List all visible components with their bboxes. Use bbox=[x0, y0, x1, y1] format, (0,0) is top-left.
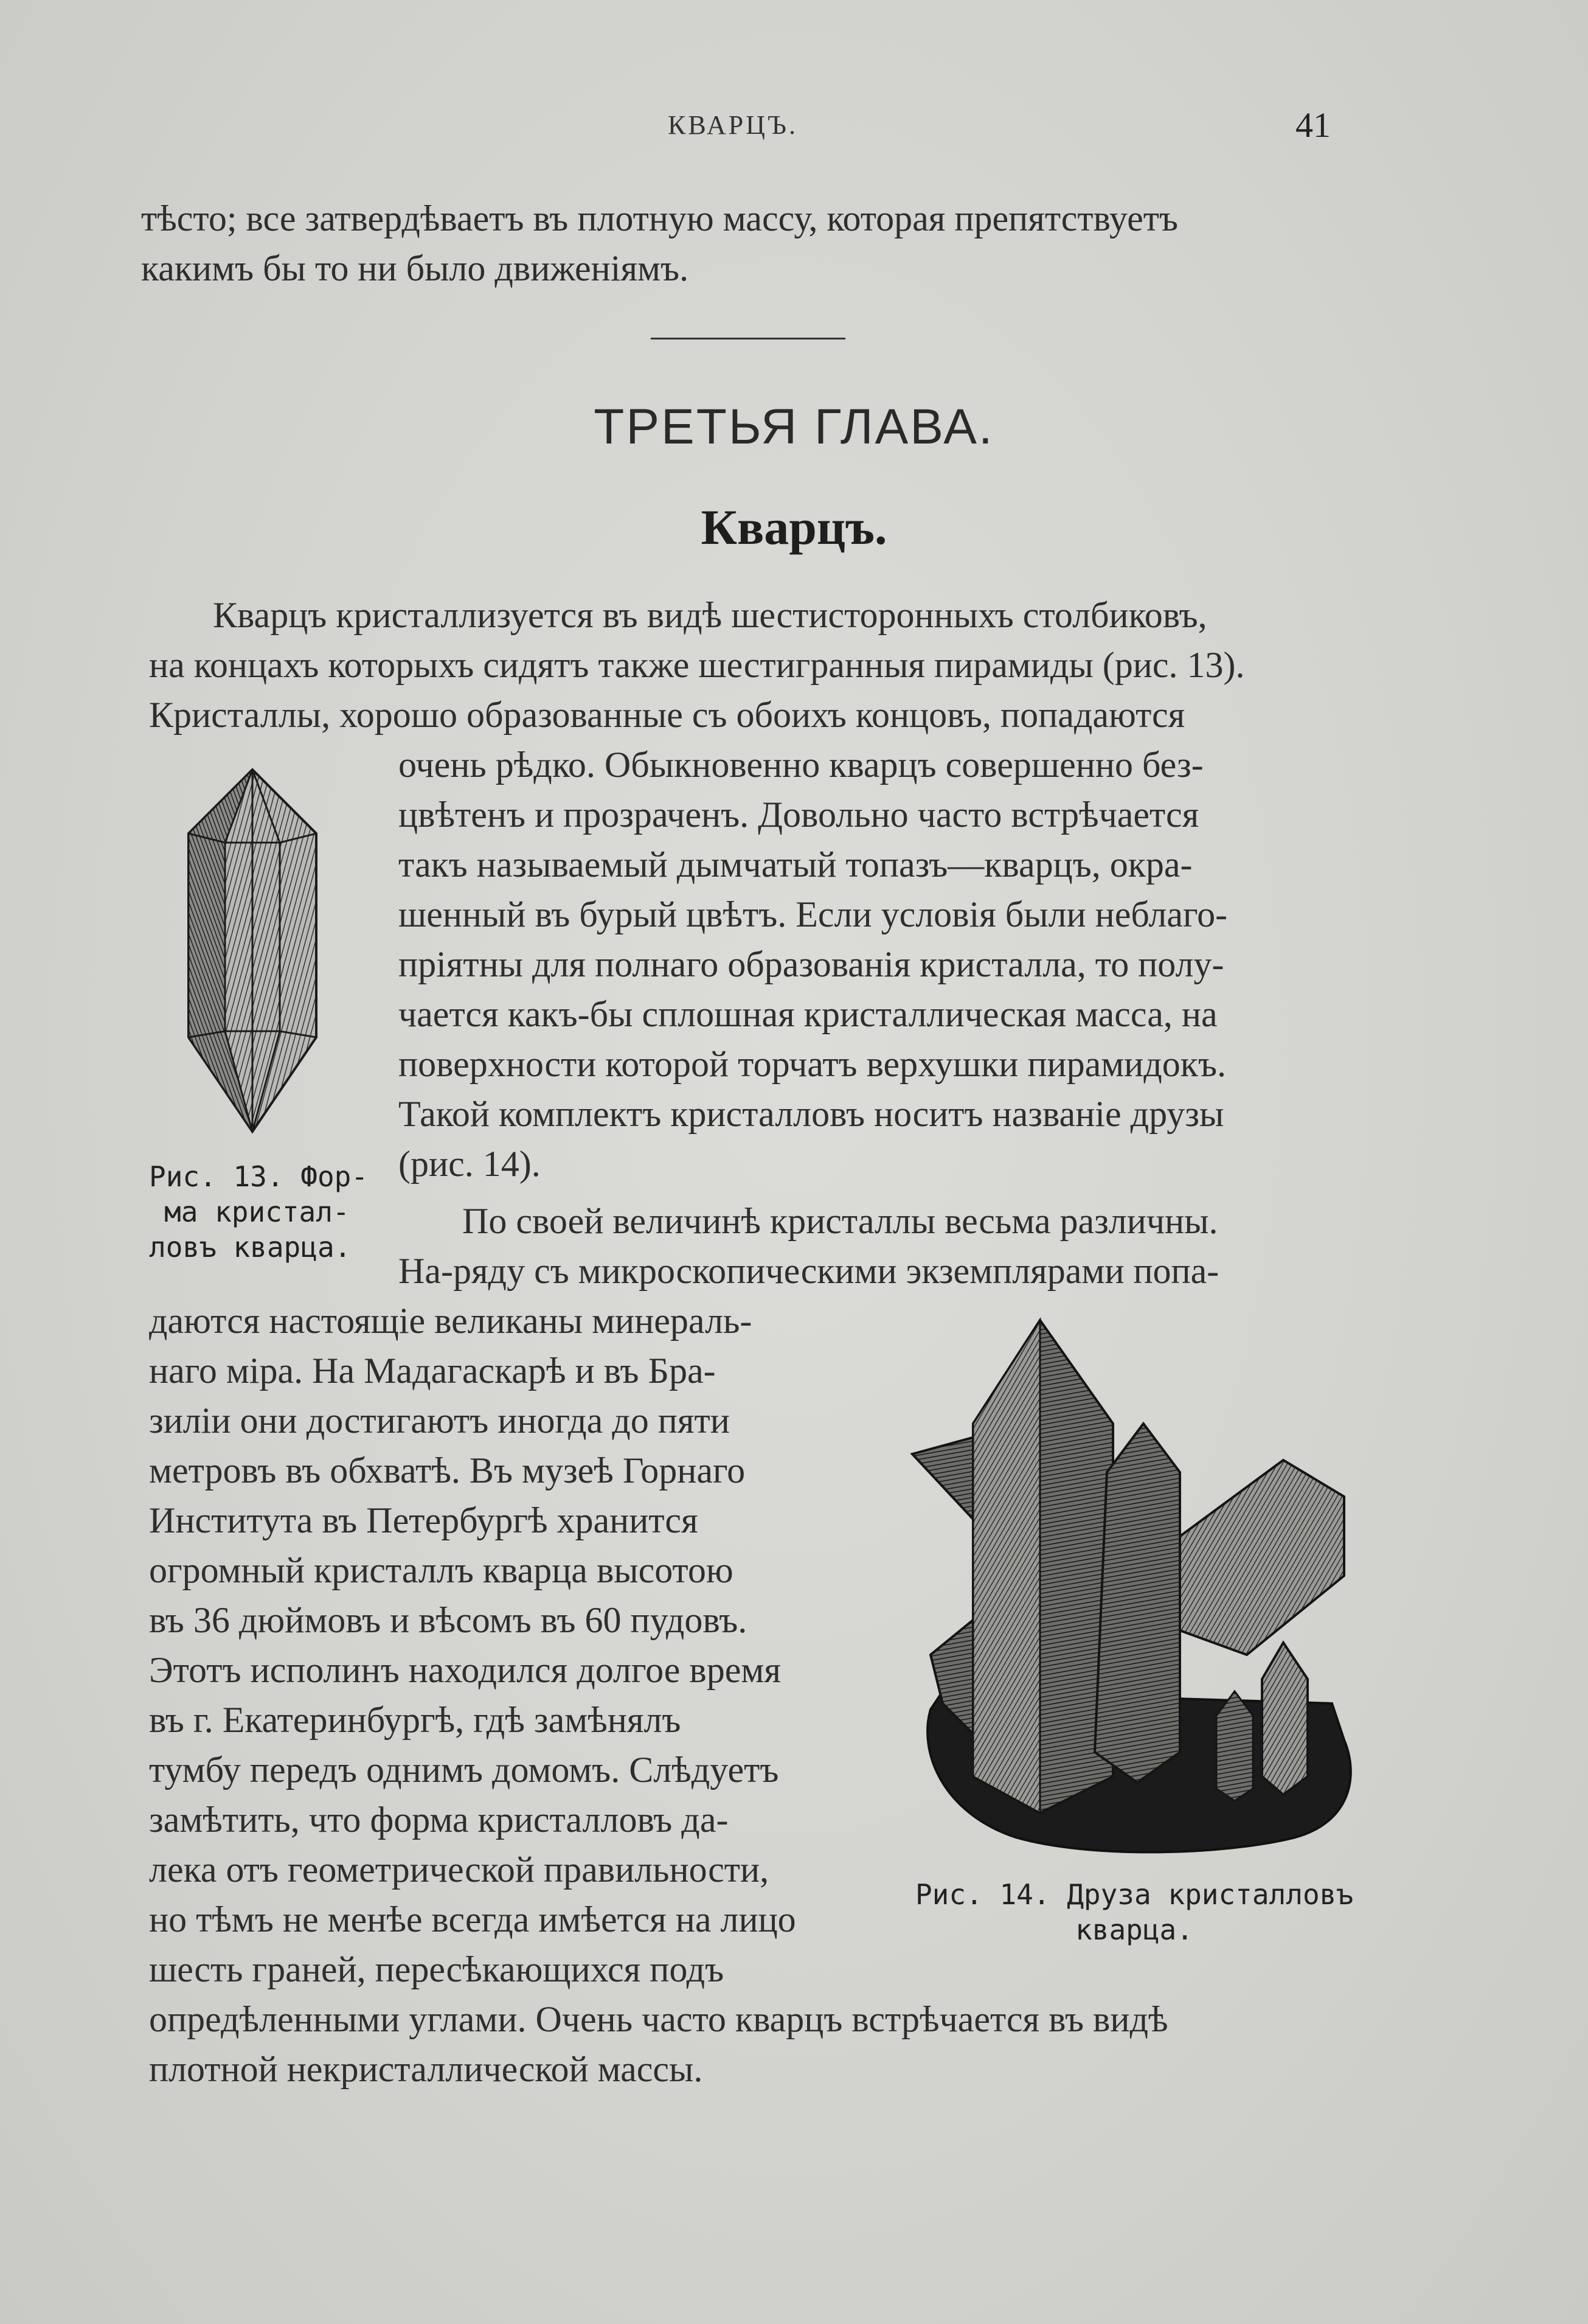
text-line: какимъ бы то ни было движеніямъ. bbox=[141, 248, 689, 288]
running-head: КВАРЦЪ. bbox=[667, 110, 798, 140]
text-line: шесть граней, пересѣкающихся подъ bbox=[149, 1949, 724, 1989]
text-line: въ 36 дюймовъ и вѣсомъ въ 60 пудовъ. bbox=[149, 1600, 747, 1640]
text-line: на концахъ которыхъ сидятъ также шестигранныя пирамиды (рис. 13). bbox=[149, 645, 1245, 685]
text-line: Кварцъ кристаллизуется въ видѣ шестисторонныхъ столбиковъ, bbox=[213, 595, 1207, 635]
text-line: но тѣмъ не менѣе всегда имѣется на лицо bbox=[149, 1899, 796, 1940]
text-line: очень рѣдко. Обыкновенно кварцъ совершенно без- bbox=[398, 745, 1204, 785]
figure-14-caption bbox=[900, 1877, 1368, 1947]
text-line: даются настоящіе великаны минераль- bbox=[149, 1301, 752, 1341]
caption-line: Рис. 14. Друза кристалловъ bbox=[915, 1878, 1354, 1911]
text-line: Института въ Петербургѣ хранится bbox=[149, 1500, 698, 1540]
caption-line: Рис. 13. Фор- bbox=[149, 1160, 369, 1193]
section-divider bbox=[651, 338, 845, 339]
caption-line: кварца. bbox=[1075, 1913, 1193, 1946]
text-line: метровъ въ обхватѣ. Въ музеѣ Горнаго bbox=[149, 1450, 746, 1491]
text-line: такъ называемый дымчатый топазъ—кварцъ, окра- bbox=[398, 844, 1193, 885]
text-line: тумбу передъ однимъ домомъ. Слѣдуетъ bbox=[149, 1750, 779, 1790]
caption-line: ловъ кварца. bbox=[149, 1231, 352, 1264]
text-line: лека отъ геометрической правильности, bbox=[149, 1849, 769, 1890]
text-line: По своей величинѣ кристаллы весьма различны. bbox=[462, 1201, 1218, 1241]
text-line: въ г. Екатеринбургѣ, гдѣ замѣнялъ bbox=[149, 1700, 681, 1740]
text-line: Кристаллы, хорошо образованные съ обоихъ концовъ, попадаются bbox=[149, 695, 1185, 735]
text-line: огромный кристаллъ кварца высотою bbox=[149, 1550, 733, 1590]
text-line: шенный въ бурый цвѣтъ. Если условія были неблаго- bbox=[398, 894, 1228, 934]
page-number: 41 bbox=[1295, 105, 1331, 145]
text-line: На-ряду съ микроскопическими экземплярами попа- bbox=[398, 1251, 1219, 1291]
text-line: Такой комплектъ кристалловъ носитъ названіе друзы bbox=[398, 1094, 1224, 1134]
text-line: зиліи они достигаютъ иногда до пяти bbox=[149, 1400, 730, 1441]
text-line: (рис. 14). bbox=[398, 1144, 541, 1184]
text-line: Этотъ исполинъ находился долгое время bbox=[149, 1650, 781, 1690]
text-line: наго міра. На Мадагаскарѣ и въ Бра- bbox=[149, 1351, 716, 1391]
chapter-heading: ТРЕТЬЯ ГЛАВА. bbox=[594, 399, 994, 454]
text-line: замѣтить, что форма кристалловъ да- bbox=[149, 1800, 729, 1840]
text-line: чается какъ-бы сплошная кристаллическая масса, на bbox=[398, 994, 1218, 1034]
caption-line: ма кристал- bbox=[164, 1195, 350, 1228]
quartz-crystal-illustration bbox=[161, 764, 344, 1153]
text-line: плотной некристаллической массы. bbox=[149, 2049, 703, 2089]
text-line: цвѣтенъ и прозраченъ. Довольно часто встрѣчается bbox=[398, 795, 1199, 835]
section-title: Кварцъ. bbox=[701, 499, 887, 555]
text-line: пріятны для полнаго образованія кристалла, то полу- bbox=[398, 944, 1224, 984]
text-line: опредѣленными углами. Очень часто кварцъ встрѣчается въ видѣ bbox=[149, 1999, 1168, 2039]
text-line: поверхности которой торчатъ верхушки пирамидокъ. bbox=[398, 1044, 1226, 1084]
figure-13-caption bbox=[149, 1159, 368, 1265]
quartz-druse-illustration bbox=[906, 1314, 1368, 1862]
text-line: тѣсто; все затвердѣваетъ въ плотную массу, которая препятствуетъ bbox=[141, 198, 1178, 238]
